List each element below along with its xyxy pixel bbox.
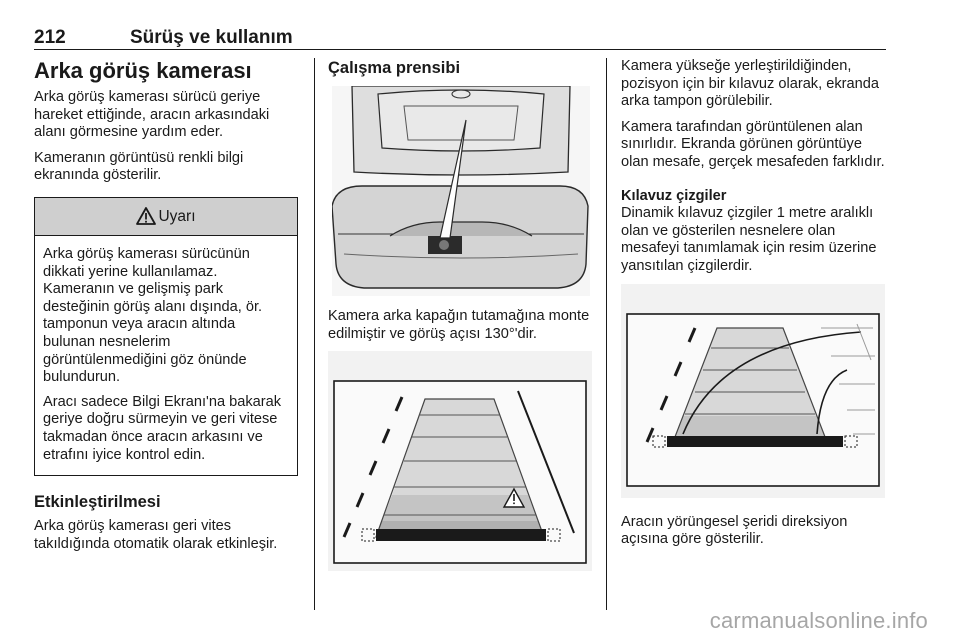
warning-paragraph-2: Aracı sadece Bilgi Ekranı'na bakarak geriye doğru sürmeyin ve geri vitese takmadan önce aracın arkasını ve etrafını iyice kontrol edin. <box>43 393 282 463</box>
chapter-title: Sürüş ve kullanım <box>130 27 293 48</box>
guidelines-heading: Kılavuz çizgiler <box>621 187 727 204</box>
guidelines-paragraph: Dinamik kılavuz çizgiler 1 metre aralıklı olan ve gösterilen nesnelere olan mesafeyi tanımlamak için resim üzerine yansıtılan çizgilerdir. <box>621 205 877 274</box>
column-middle <box>328 58 592 571</box>
column-divider-right <box>606 58 607 610</box>
column-right <box>621 58 889 557</box>
warning-body <box>35 236 297 475</box>
bumper-paragraph: Kamera yükseğe yerleştirildiğinden, pozisyon için bir kılavuz olarak, ekranda arka tampon görülebilir. <box>621 58 879 110</box>
area-paragraph: Kamera tarafından görüntülenen alan sınırlıdır. Ekranda görünen görüntüye olan mesafe, gerçek mesafeden farklıdır. <box>621 118 885 170</box>
warning-header <box>35 198 297 236</box>
column-divider-left <box>314 58 315 610</box>
trajectory-caption: Aracın yörüngesel şeridi direksiyon açısına göre gösterilir. <box>621 513 848 548</box>
intro-paragraph-1: Arka görüş kamerası sürücü geriye hareket ettiğinde, aracın arkasındaki alanı görmesine yardım eder. <box>34 89 270 141</box>
activation-paragraph: Arka görüş kamerası geri vites takıldığında otomatik olarak etkinleşir. <box>34 518 278 552</box>
camera-caption: Kamera arka kapağın tutamağına monte edilmiştir ve görüş açısı 130°'dir. <box>328 308 590 342</box>
guidelines-figure-1 <box>328 351 592 571</box>
camera-location-figure <box>332 86 590 296</box>
page-header <box>34 27 886 50</box>
column-left <box>34 58 298 561</box>
warning-triangle-icon <box>136 207 156 225</box>
activation-heading: Etkinleştirilmesi <box>34 493 161 512</box>
principle-heading: Çalışma prensibi <box>328 59 461 77</box>
section-title: Arka görüş kamerası <box>34 58 252 83</box>
intro-paragraph-2: Kameranın görüntüsü renkli bilgi ekranında gösterilir. <box>34 149 244 184</box>
warning-title: Uyarı <box>158 207 196 225</box>
warning-box <box>34 197 298 476</box>
guidelines-figure-2 <box>621 284 885 498</box>
page-number: 212 <box>34 27 66 48</box>
warning-paragraph-1: Arka görüş kamerası sürücünün dikkati yerine kullanılamaz. Kameranın ve gelişmiş park desteğinin görüş alanı dışında, ör. tamponun veya aracın altında bulunan nesnelerim görüntülenmediğini göz önünde bulundurun. <box>43 245 263 386</box>
watermark: carmanualsonline.info <box>709 608 928 633</box>
